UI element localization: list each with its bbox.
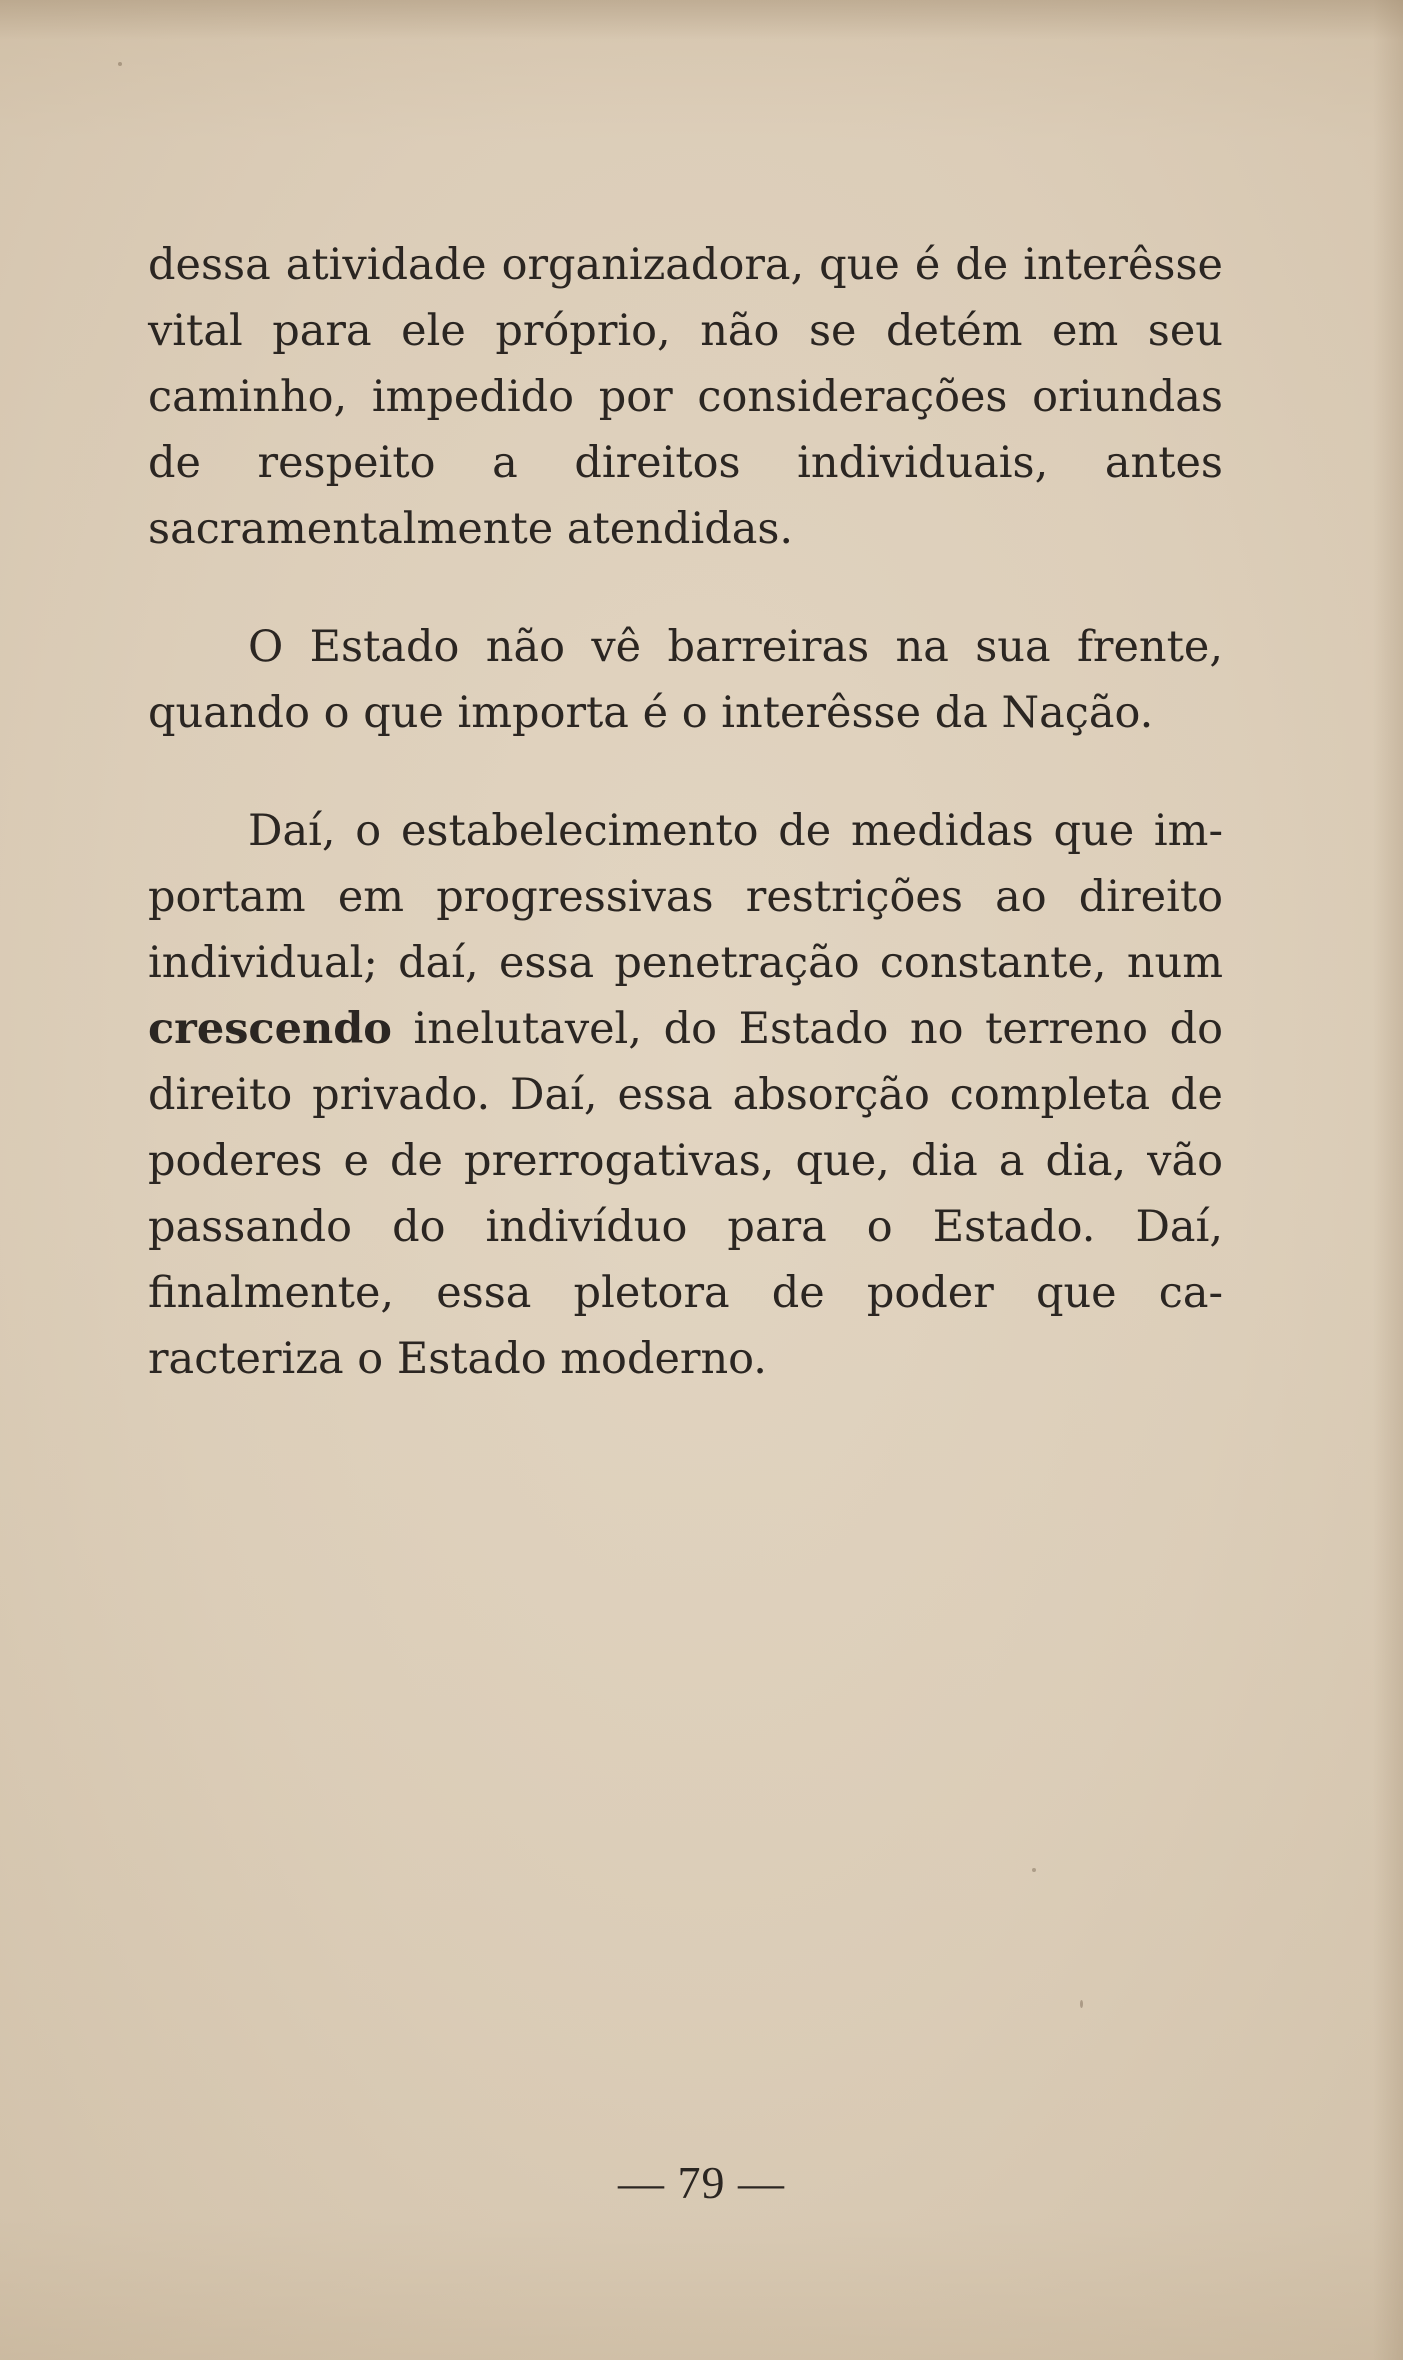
page-top-shadow: [0, 0, 1403, 40]
page-number: — 79 —: [618, 2157, 785, 2208]
paragraph-3-start: Daí, o estabelecimento de medidas que importam em progressivas restrições ao direito individual; daí, essa penetração constante, num: [148, 806, 1223, 988]
paragraph-3-bold-term: crescendo: [148, 1004, 392, 1054]
body-text: [148, 232, 1223, 1460]
page-right-shadow: [1373, 0, 1403, 2360]
paragraph-3: [148, 798, 1223, 1392]
paper-speck: [1032, 1868, 1036, 1872]
paragraph-1: dessa atividade organizadora, que é de interêsse vital para ele próprio, não se detém em seu caminho, impedido por considerações oriundas de respeito a direitos individuais, antes sacramentalmente atendidas.: [148, 240, 1223, 554]
paragraph-3-end: inelutavel, do Estado no terreno do direito privado. Daí, essa absorção completa de poderes e de prerrogativas, que, dia a dia, vão passando do indivíduo para o Estado. Daí, finalmente, essa pletora de poder que caracteriza o Estado moderno.: [148, 1004, 1223, 1384]
paper-speck: [1080, 2000, 1083, 2008]
paper-speck: [118, 62, 122, 66]
paragraph-2: O Estado não vê barreiras na sua frente, quando o que importa é o interêsse da Nação.: [148, 622, 1223, 738]
